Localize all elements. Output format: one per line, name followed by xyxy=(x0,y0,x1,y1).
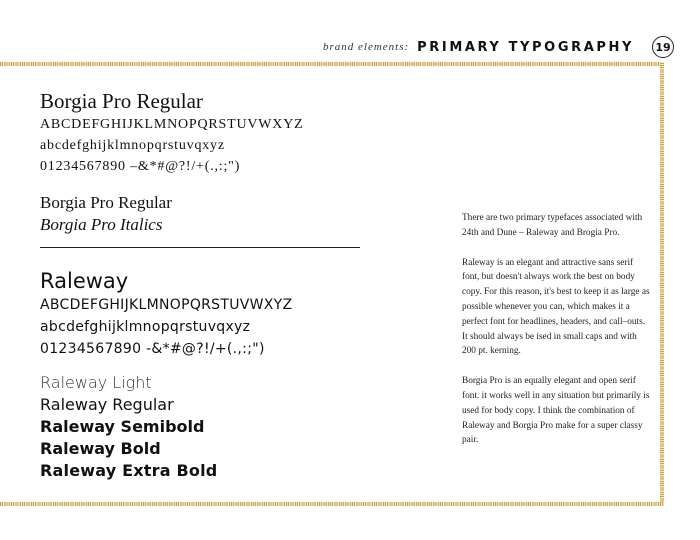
serif-uppercase: ABCDEFGHIJKLMNOPQRSTUVWXYZ xyxy=(40,117,304,132)
page-number: 19 xyxy=(652,36,674,58)
serif-lowercase: abcdefghijklmnopqrstuvqxyz xyxy=(40,138,225,153)
serif-numerals: 01234567890 –&*#@?!/+(.,:;") xyxy=(40,159,241,174)
header-kicker: brand elements: xyxy=(322,41,410,53)
page-header xyxy=(322,36,671,58)
serif-specimen-title: Borgia Pro Regular xyxy=(40,89,203,113)
frame-bottom-rule xyxy=(0,502,664,506)
body-paragraph-intro: There are two primary typefaces associated with 24th and Dune – Raleway and Brogia Pro. xyxy=(462,213,643,238)
weight-light: Raleway Light xyxy=(40,373,152,392)
body-paragraph-raleway: Raleway is an elegant and attractive sans serif font, but doesn't always work the best on body copy. For this reason, it's best to keep it as large as possible whenever you can, which makes it a perfect font for headlines, headers, and call–outs. It should always be ised in small caps and with 200 pt. kerning. xyxy=(462,257,650,357)
frame-right-rule xyxy=(660,62,664,506)
sans-lowercase: abcdefghijklmnopqrstuvqxyz xyxy=(40,319,251,335)
sans-weights xyxy=(40,372,217,482)
serif-specimen xyxy=(40,88,303,177)
weight-regular: Raleway Regular xyxy=(40,395,174,414)
weight-bold: Raleway Bold xyxy=(40,439,161,458)
weight-semibold: Raleway Semibold xyxy=(40,417,205,436)
sans-specimen xyxy=(40,268,292,360)
sans-numerals: 01234567890 -&*#@?!/+(.,:;") xyxy=(40,341,265,357)
sans-uppercase: ABCDEFGHIJKLMNOPQRSTUVWXYZ xyxy=(40,297,293,313)
body-paragraph-borgia: Borgia Pro is an equally elegant and open serif font. it works well in any situation but primarily is used for body copy. I think the combination of Raleway and Borgia Pro make for a super classy pair. xyxy=(462,376,650,446)
body-copy xyxy=(462,211,652,463)
frame-top-rule xyxy=(0,62,664,66)
serif-italic-style: Borgia Pro Italics xyxy=(40,215,163,234)
section-title: PRIMARY TYPOGRAPHY xyxy=(417,39,634,55)
divider xyxy=(40,247,360,248)
sans-specimen-title: Raleway xyxy=(40,269,129,293)
serif-regular-style: Borgia Pro Regular xyxy=(40,193,172,212)
serif-styles xyxy=(40,192,172,236)
weight-extra-bold: Raleway Extra Bold xyxy=(40,461,218,480)
